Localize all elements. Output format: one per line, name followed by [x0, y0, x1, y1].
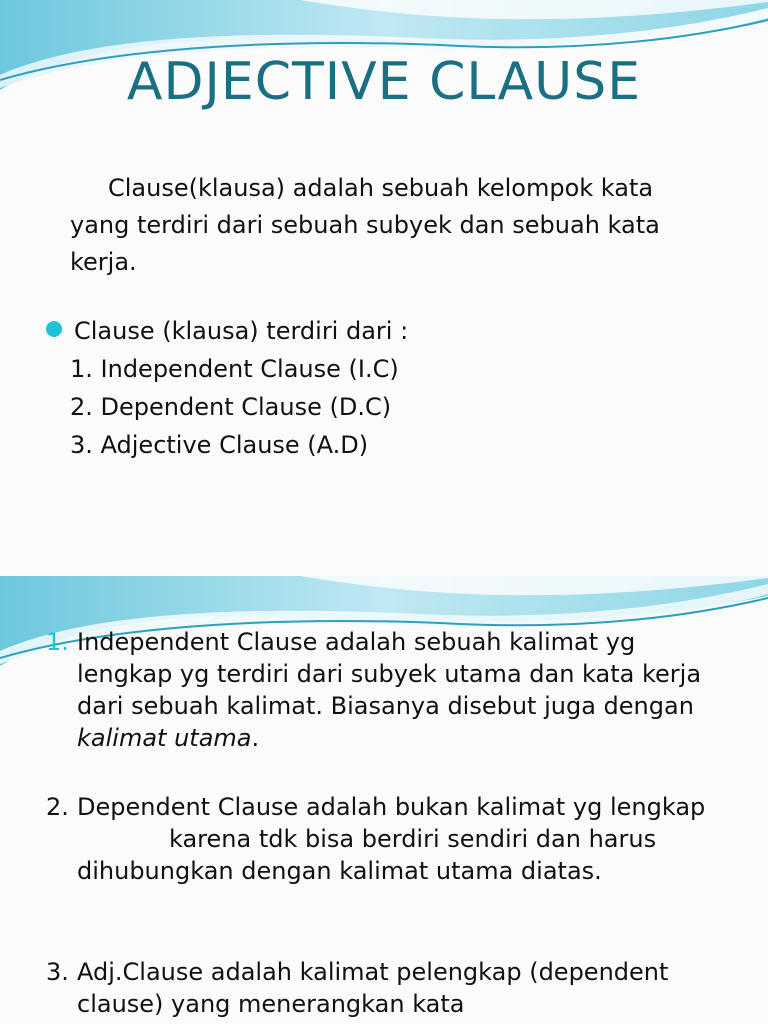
item-2	[46, 791, 736, 887]
definition-text: Clause(klausa) adalah sebuah kelompok kata yang terdiri dari sebuah subyek dan sebuah kata kerja.	[70, 174, 660, 276]
bullet-dot-icon	[46, 321, 62, 337]
item-text: Independent Clause adalah sebuah kalimat yg lengkap yg terdiri dari subyek utama dan kata kerja dari sebuah kalimat. Biasanya disebut juga dengan	[77, 628, 702, 720]
item-text-continued: karena tdk bisa berdiri sendiri dan harus dihubungkan dengan kalimat utama diatas.	[77, 825, 657, 885]
item-number: 1.	[46, 628, 69, 656]
bullet-item	[46, 312, 408, 350]
italic-term: kalimat utama	[77, 724, 252, 752]
bullet-text: Clause (klausa) terdiri dari :	[74, 317, 409, 345]
item-number: 3.	[46, 958, 69, 986]
sub-item-1: 1. Independent Clause (I.C)	[70, 355, 399, 383]
item-text-end: .	[251, 724, 260, 752]
sub-item-3: 3. Adjective Clause (A.D)	[70, 431, 369, 459]
slide-title: ADJECTIVE CLAUSE	[126, 52, 642, 112]
slide-2	[0, 576, 768, 1024]
definition-paragraph	[70, 170, 710, 281]
item-number: 2.	[46, 793, 69, 821]
item-text: Dependent Clause adalah bukan kalimat yg lengkap	[77, 793, 706, 821]
clause-types-list	[46, 312, 408, 464]
sub-item-2: 2. Dependent Clause (D.C)	[70, 393, 392, 421]
item-1	[46, 626, 736, 754]
item-3	[46, 956, 736, 1020]
item-text: Adj.Clause adalah kalimat pelengkap (dependent clause) yang menerangkan kata	[77, 958, 669, 1018]
